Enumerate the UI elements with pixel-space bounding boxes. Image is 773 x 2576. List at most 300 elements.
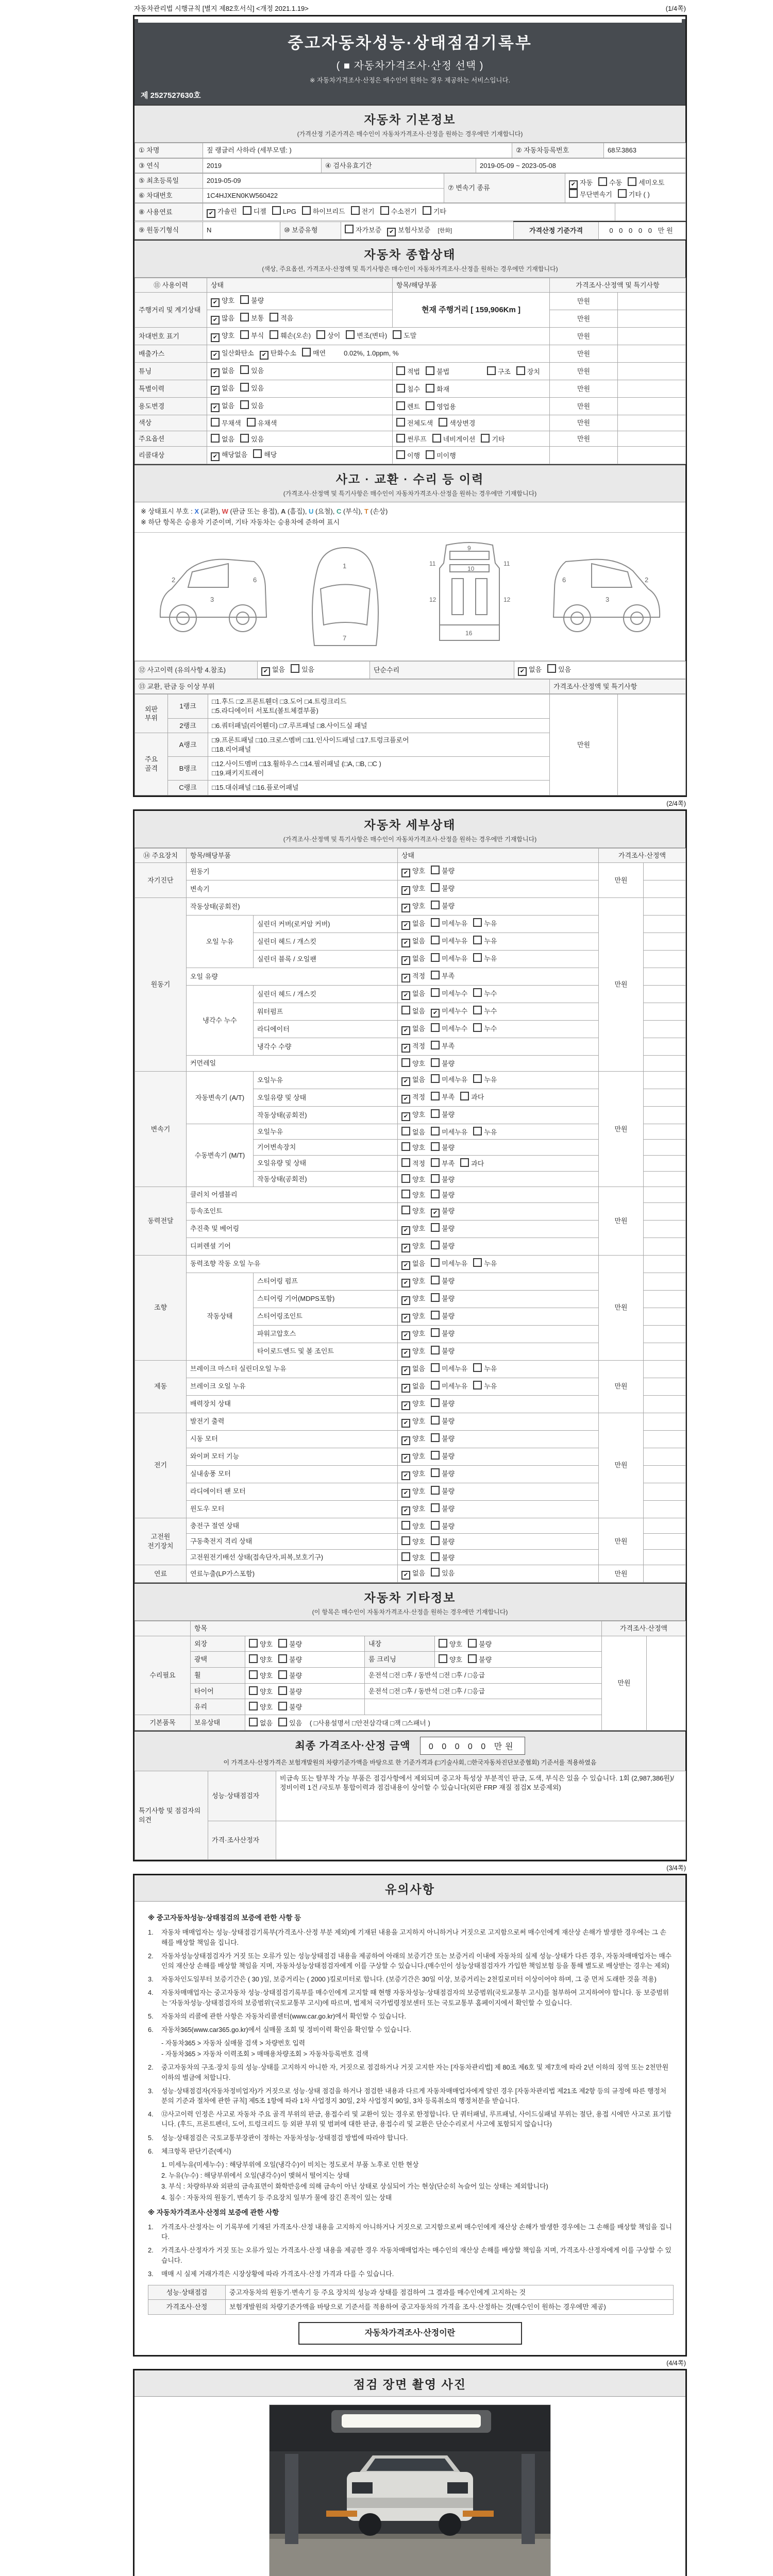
sub-options: [393, 363, 550, 380]
col-header: ⑭ 주요장치: [135, 848, 187, 863]
checkbox[interactable]: [401, 1006, 410, 1014]
item-label: 동력조향 작동 오일 누유: [187, 1255, 398, 1273]
checkbox[interactable]: [431, 918, 440, 927]
checkbox[interactable]: [401, 1158, 410, 1167]
checkbox[interactable]: [401, 1536, 410, 1545]
checkbox[interactable]: ✔: [401, 1026, 410, 1035]
option: 양호: [401, 1206, 425, 1216]
checkbox[interactable]: [278, 1702, 287, 1710]
checkbox[interactable]: [431, 1381, 440, 1389]
checkbox[interactable]: ✔: [401, 1571, 410, 1580]
option: 미세누유: [431, 936, 467, 946]
sub-options: [393, 380, 550, 398]
checkbox[interactable]: ✔: [401, 1419, 410, 1428]
checkbox[interactable]: [481, 434, 490, 443]
criteria-subitem: 2. 누유(누수) : 해당부위에서 오일(냉각수)이 맺혀서 떨어지는 상태: [161, 2172, 350, 2180]
checkbox[interactable]: [628, 177, 636, 186]
checkbox[interactable]: ✔: [401, 1279, 410, 1287]
checkbox[interactable]: ✔: [211, 452, 220, 461]
checkbox[interactable]: [431, 901, 440, 909]
state-options: [398, 1089, 599, 1106]
checkbox[interactable]: [431, 1311, 440, 1319]
checkbox[interactable]: ✔: [401, 1044, 410, 1053]
col-header: 상태: [398, 848, 599, 863]
note-cell: [644, 1156, 686, 1172]
checkbox[interactable]: [240, 365, 249, 374]
checkbox[interactable]: ✔: [401, 1261, 410, 1270]
checkbox[interactable]: [431, 1363, 440, 1372]
option: ✔ 미세누수: [431, 1007, 467, 1018]
option: ✔ 양호: [401, 1469, 425, 1480]
notice-heading-2: ※ 자동차가격조사·산정의 보증에 관한 사항: [148, 2208, 279, 2216]
detail-subtitle: (가격조사·산정액 및 특기사항은 매수인이 자동차가격조사·산정을 원하는 경우에만 기재합니다): [283, 835, 537, 843]
checkbox[interactable]: [253, 449, 262, 458]
checkbox[interactable]: [460, 1092, 469, 1100]
checkbox[interactable]: [431, 1468, 440, 1477]
checkbox[interactable]: [278, 1686, 287, 1695]
checkbox[interactable]: ✔: [401, 1226, 410, 1235]
checkbox[interactable]: [473, 988, 482, 997]
option: 양호: [401, 1190, 425, 1200]
definition-label: 가격조사·산정: [148, 2300, 226, 2315]
row-label: ⑦ 변속기 종류: [444, 174, 565, 203]
item-label: 브레이크 오일 누유: [187, 1378, 398, 1395]
checkbox[interactable]: ✔: [401, 939, 410, 947]
checkbox[interactable]: [468, 1639, 477, 1648]
checkbox[interactable]: [240, 383, 249, 392]
checkbox[interactable]: [431, 1158, 440, 1167]
checkbox[interactable]: ✔: [211, 316, 220, 325]
checkbox[interactable]: ✔: [401, 1471, 410, 1480]
checkbox[interactable]: [211, 434, 220, 443]
checkbox[interactable]: [401, 1521, 410, 1530]
option: ✔ 없음: [211, 366, 234, 377]
option: 적법: [396, 366, 420, 377]
note-cell: [644, 1187, 686, 1203]
item-label: 작동상태(공회전): [254, 1171, 398, 1187]
option: 누유: [473, 1258, 497, 1268]
option: 없음: [249, 1718, 273, 1728]
checkbox[interactable]: [431, 1127, 440, 1136]
note-cell: [618, 310, 686, 328]
note-cell: [644, 1220, 686, 1238]
checkbox[interactable]: [240, 313, 249, 321]
checkbox[interactable]: [426, 366, 434, 375]
checkbox[interactable]: [569, 189, 578, 198]
checkbox[interactable]: ✔: [211, 368, 220, 377]
checkbox[interactable]: [270, 330, 278, 339]
checkbox[interactable]: [473, 1006, 482, 1014]
state-options: [398, 1124, 599, 1140]
checkbox[interactable]: ✔: [401, 1489, 410, 1498]
checkbox[interactable]: [240, 434, 249, 443]
checkbox[interactable]: [396, 366, 405, 375]
panel-group-label: 주요 골격: [135, 733, 168, 795]
item-label: 실린더 블록 / 오일팬: [254, 951, 398, 968]
option: 불량: [431, 883, 455, 893]
checkbox[interactable]: [473, 1363, 482, 1372]
checkbox[interactable]: ✔: [401, 1095, 410, 1104]
option: 도말: [393, 330, 416, 341]
svg-text:10: 10: [467, 565, 475, 572]
option: 불량: [278, 1654, 302, 1665]
option: 불량: [431, 1398, 455, 1409]
checkbox[interactable]: ✔: [261, 667, 270, 676]
state-options: [398, 1171, 599, 1187]
note-cell: [644, 1238, 686, 1255]
option: ✔ 자동: [569, 178, 593, 189]
svg-text:16: 16: [465, 629, 473, 637]
option: 누유: [473, 1074, 497, 1084]
section-13-label: ⑬ 교환, 판금 등 이상 부위: [135, 679, 550, 694]
option: 화재: [426, 384, 449, 394]
state-options: [207, 310, 393, 328]
checkbox[interactable]: ✔: [401, 904, 410, 912]
checkbox[interactable]: ✔: [211, 333, 220, 342]
checkbox[interactable]: [431, 1451, 440, 1460]
price-cell: 만원: [550, 328, 618, 345]
checkbox[interactable]: [598, 177, 607, 186]
checkbox[interactable]: [401, 1142, 410, 1151]
checkbox[interactable]: [249, 1670, 258, 1679]
sub-group-label: 냉각수 누수: [187, 986, 254, 1056]
checkbox[interactable]: [401, 1174, 410, 1183]
checkbox[interactable]: [396, 401, 405, 410]
note-cell: [618, 345, 686, 363]
checkbox[interactable]: [439, 418, 447, 427]
report-box-1: [133, 15, 687, 797]
vehicle-diagrams: [135, 533, 685, 661]
checkbox[interactable]: [473, 1074, 482, 1083]
checkbox[interactable]: ✔: [431, 1209, 440, 1217]
checkbox[interactable]: [401, 1190, 410, 1198]
option: 불량: [431, 1468, 455, 1479]
checkbox[interactable]: ✔: [401, 1454, 410, 1463]
rank-items: □6.쿼터패널(리어휀더) □7.루프패널 □8.사이드실 패널: [208, 718, 550, 733]
svg-text:2: 2: [645, 575, 649, 584]
checkbox[interactable]: [431, 1109, 440, 1118]
checkbox[interactable]: [431, 1223, 440, 1232]
note-cell: [644, 1273, 686, 1290]
checkbox[interactable]: [401, 1552, 410, 1561]
note-cell: [618, 447, 686, 464]
state-options: [398, 1202, 599, 1220]
checkbox[interactable]: [401, 1127, 410, 1136]
page-topline: [133, 0, 687, 15]
checkbox[interactable]: [431, 971, 440, 979]
checkbox[interactable]: [431, 1552, 440, 1561]
checkbox[interactable]: [240, 295, 249, 304]
checkbox[interactable]: ✔: [401, 886, 410, 895]
checkbox[interactable]: ✔: [401, 1401, 410, 1410]
checkbox[interactable]: ✔: [431, 1009, 440, 1018]
option: 미세누유: [431, 1074, 467, 1084]
option: 부족: [431, 1158, 455, 1168]
checkbox[interactable]: [431, 1023, 440, 1032]
checkbox[interactable]: [249, 1686, 258, 1695]
appraiser-label: 가격·조사산정자: [208, 1821, 276, 1860]
option: 양호: [401, 1521, 425, 1531]
checkbox[interactable]: [431, 1074, 440, 1083]
checkbox[interactable]: [468, 1654, 477, 1663]
option: 불량: [431, 1521, 455, 1531]
basic-info-subtitle: (가격산정 기준가격은 매수인이 자동차가격조사·산정을 원하는 경우에만 기재합니다): [297, 130, 523, 138]
checkbox[interactable]: [431, 1258, 440, 1267]
checkbox[interactable]: [278, 1639, 287, 1648]
checkbox[interactable]: ✔: [211, 351, 220, 360]
checkbox[interactable]: ✔: [211, 298, 220, 307]
checkbox[interactable]: [431, 1521, 440, 1530]
checkbox[interactable]: ✔: [401, 991, 410, 1000]
note-cell: [644, 1021, 686, 1038]
simple-repair-options: [514, 661, 686, 679]
definition-text: 중고자동차의 원동기·변속기 등 주요 장치의 성능과 상태를 점검하여 그 결과를 매수인에게 고지하는 것: [226, 2285, 674, 2300]
checkbox[interactable]: [270, 313, 278, 321]
checkbox[interactable]: [426, 401, 434, 410]
checkbox[interactable]: [473, 1127, 482, 1136]
svg-text:11: 11: [429, 560, 436, 567]
etc-title: 자동차 기타정보: [364, 1591, 456, 1605]
checkbox[interactable]: [487, 366, 496, 375]
checkbox[interactable]: [431, 1142, 440, 1151]
checkbox[interactable]: [439, 1639, 447, 1648]
checkbox[interactable]: [431, 1416, 440, 1425]
item-label: 추진축 및 베어링: [187, 1220, 398, 1238]
checkbox[interactable]: [396, 384, 405, 393]
checkbox[interactable]: [431, 1190, 440, 1198]
checkbox[interactable]: [240, 400, 249, 409]
vehicle-diagram-left-side: [151, 540, 272, 653]
option: 적음: [270, 313, 293, 323]
checkbox[interactable]: [396, 450, 405, 459]
checkbox[interactable]: [249, 1654, 258, 1663]
option: ✔ 일산화탄소: [211, 349, 254, 360]
checkbox[interactable]: [432, 434, 441, 443]
checkbox[interactable]: ✔: [401, 1436, 410, 1445]
option: 누유: [473, 918, 497, 928]
checkbox[interactable]: ✔: [401, 974, 410, 982]
state-options: [398, 863, 599, 880]
checkbox[interactable]: [431, 936, 440, 944]
option: 불량: [431, 1536, 455, 1547]
state-options: [398, 1500, 599, 1518]
extra-cell: 운전석 □전 □후 / 동반석 □전 □후 / □응급: [365, 1683, 602, 1699]
checkbox[interactable]: ✔: [518, 667, 527, 676]
checkbox[interactable]: [431, 1276, 440, 1284]
checkbox[interactable]: [473, 1381, 482, 1389]
option: 있음: [240, 400, 264, 411]
option: ✔ 없음: [401, 1364, 425, 1375]
checkbox[interactable]: [211, 418, 220, 427]
checkbox[interactable]: [431, 988, 440, 997]
checkbox[interactable]: ✔: [401, 1506, 410, 1515]
note-cell: [644, 1003, 686, 1021]
note-cell: [644, 1534, 686, 1550]
checkbox[interactable]: ✔: [260, 351, 268, 360]
checkbox[interactable]: ✔: [401, 1331, 410, 1340]
checkbox[interactable]: [431, 1486, 440, 1495]
checkbox[interactable]: [439, 1654, 447, 1663]
document-title: 중고자동차성능·상태점검기록부: [288, 34, 532, 52]
option: 누수: [473, 1023, 497, 1033]
note-cell: [644, 968, 686, 986]
checkbox[interactable]: [431, 1536, 440, 1545]
checkbox[interactable]: ✔: [401, 956, 410, 965]
checkbox[interactable]: ✔: [401, 1077, 410, 1086]
checkbox[interactable]: [431, 1241, 440, 1249]
rank-items: □1.후드 □2.프론트휀더 □3.도어 □4.트렁크리드 □5.라디에이터 서포트(볼트체결부품): [208, 694, 550, 718]
checkbox[interactable]: [351, 206, 360, 215]
option: 장치: [516, 366, 540, 377]
checkbox[interactable]: [431, 953, 440, 962]
checkbox[interactable]: ✔: [401, 869, 410, 877]
summary-header: [135, 240, 685, 278]
checkbox[interactable]: [431, 1328, 440, 1337]
checkbox[interactable]: [249, 1639, 258, 1648]
checkbox[interactable]: [431, 1398, 440, 1407]
checkbox[interactable]: [249, 1702, 258, 1710]
checkbox[interactable]: ✔: [401, 1296, 410, 1305]
report-box-3: [133, 1874, 687, 2357]
checkbox[interactable]: [316, 330, 325, 339]
model-year: 2019: [203, 158, 322, 173]
item-label: 실린더 헤드 / 개스킷: [254, 933, 398, 951]
checkbox[interactable]: ✔: [207, 209, 215, 218]
state-options: [398, 1156, 599, 1172]
checkbox[interactable]: [346, 330, 355, 339]
checkbox[interactable]: [473, 1258, 482, 1267]
checkbox[interactable]: [345, 225, 354, 233]
checkbox[interactable]: ✔: [569, 180, 578, 189]
option: ✔ 적정: [401, 1042, 425, 1053]
state-options: [398, 1360, 599, 1378]
final-price-value: 0 0 0 0 0 만원: [420, 1737, 525, 1755]
checkbox[interactable]: ✔: [401, 1366, 410, 1375]
checkbox[interactable]: [401, 1206, 410, 1214]
checkbox[interactable]: [547, 664, 556, 673]
col-header: 가격조사·산정액 및 특기사항: [550, 278, 686, 293]
svg-text:2: 2: [171, 575, 176, 584]
checkbox[interactable]: ✔: [401, 1112, 410, 1121]
checkbox[interactable]: ✔: [401, 921, 410, 930]
checkbox[interactable]: [431, 1346, 440, 1354]
checkbox[interactable]: [423, 206, 431, 215]
checkbox[interactable]: [473, 1023, 482, 1032]
checkbox[interactable]: [302, 206, 311, 215]
checkbox[interactable]: [431, 1092, 440, 1100]
base-price-value: 0 0 0 0 0 만원: [599, 222, 686, 239]
checkbox[interactable]: [393, 330, 401, 339]
checkbox[interactable]: [278, 1654, 287, 1663]
option: 전기: [351, 206, 375, 216]
row-label: 튜닝: [135, 363, 207, 380]
option: 과다: [460, 1092, 484, 1102]
basic-items-group-label: 기본품목: [135, 1715, 191, 1731]
note-cell: [618, 415, 686, 431]
option: 누수: [473, 988, 497, 998]
checkbox[interactable]: [401, 1058, 410, 1067]
rank-label: B랭크: [168, 757, 208, 781]
checkbox[interactable]: [431, 1503, 440, 1512]
checkbox[interactable]: [243, 206, 251, 215]
note-cell: [644, 951, 686, 968]
price-cell: 만원: [599, 1413, 644, 1518]
checkbox[interactable]: [473, 953, 482, 962]
checkbox[interactable]: [516, 366, 525, 375]
checkbox[interactable]: [618, 189, 627, 198]
criteria-subitem: 3. 부식 : 차량하부와 외판의 금속표면이 화학반응에 의해 금속이 아닌 상태로 상실되어 가는 현상(단순히 녹슬어 있는 상태는 제외합니다): [161, 2182, 548, 2191]
checkbox[interactable]: [426, 450, 434, 459]
notice-item: 2. 중고자동차의 구조·장치 등의 성능·상태를 고지하지 아니한 자, 거짓으로 점검하거나 거짓 고지한 자는 [자동차관리법] 제 80조 제6호 및 제7호에 따라 2년 이하의 징역 또는 2천만원 이하의 벌금에 처합니다.: [148, 2063, 669, 2081]
state-options: [398, 898, 599, 916]
checkbox[interactable]: [431, 1568, 440, 1577]
checkbox[interactable]: [278, 1670, 287, 1679]
state-options: [398, 1106, 599, 1124]
checkbox[interactable]: ✔: [211, 403, 220, 412]
checkbox[interactable]: [431, 1041, 440, 1049]
option: ✔ 적정: [401, 1093, 425, 1104]
option: 미세누수: [431, 1023, 467, 1033]
final-price-label: 최종 가격조사·산정 금액: [295, 1740, 411, 1752]
note-cell: [644, 1171, 686, 1187]
option: 누수: [473, 1006, 497, 1016]
checkbox[interactable]: ✔: [401, 1384, 410, 1393]
checkbox[interactable]: [291, 664, 299, 673]
note-cell: [644, 1395, 686, 1413]
option: 양호: [401, 1552, 425, 1563]
checkbox[interactable]: [431, 866, 440, 874]
price-note-header: 가격조사·산정액 및 특기사항: [550, 679, 686, 694]
checkbox[interactable]: [431, 1174, 440, 1183]
checkbox[interactable]: ✔: [401, 1314, 410, 1323]
checkbox[interactable]: [240, 330, 249, 339]
note-cell: [644, 1378, 686, 1395]
checkbox[interactable]: [426, 384, 434, 393]
checkbox[interactable]: [302, 348, 311, 357]
option: 불량: [468, 1639, 492, 1649]
checkbox[interactable]: ✔: [401, 1349, 410, 1358]
option: 유채색: [247, 418, 277, 428]
checkbox[interactable]: [380, 206, 389, 215]
checkbox[interactable]: [460, 1158, 469, 1167]
checkbox[interactable]: [431, 1293, 440, 1302]
checkbox[interactable]: [278, 1718, 287, 1726]
final-price-note: 이 가격조사·산정가격은 보험개발원의 차량기준가액을 바탕으로 한 기준가격과 (□기술사회, □한국자동차진단보증협회) 기준서를 적용하였음: [223, 1759, 597, 1767]
checkbox[interactable]: [431, 883, 440, 892]
checkbox[interactable]: [247, 418, 256, 427]
checkbox[interactable]: [396, 434, 405, 443]
checkbox[interactable]: [272, 206, 281, 215]
checkbox[interactable]: [431, 1433, 440, 1442]
item-label: 실린더 헤드 / 개스킷: [254, 986, 398, 1003]
checkbox[interactable]: [249, 1718, 258, 1726]
row-label: 주요옵션: [135, 431, 207, 447]
basic-info-table: [135, 143, 685, 240]
final-price-strip: [135, 1731, 685, 1771]
checkbox[interactable]: [473, 918, 482, 927]
summary-title: 자동차 종합상태: [364, 247, 456, 261]
checkbox[interactable]: [431, 1058, 440, 1067]
checkbox[interactable]: [473, 936, 482, 944]
option: 누유: [473, 1363, 497, 1374]
option: ✔ 적정: [401, 972, 425, 982]
checkbox[interactable]: [396, 418, 405, 427]
svg-text:6: 6: [253, 575, 257, 584]
col-header: 가격조사·산정액: [602, 1621, 686, 1636]
checkbox[interactable]: ✔: [387, 228, 396, 236]
checkbox[interactable]: ✔: [401, 1244, 410, 1252]
checkbox[interactable]: ✔: [211, 386, 220, 395]
